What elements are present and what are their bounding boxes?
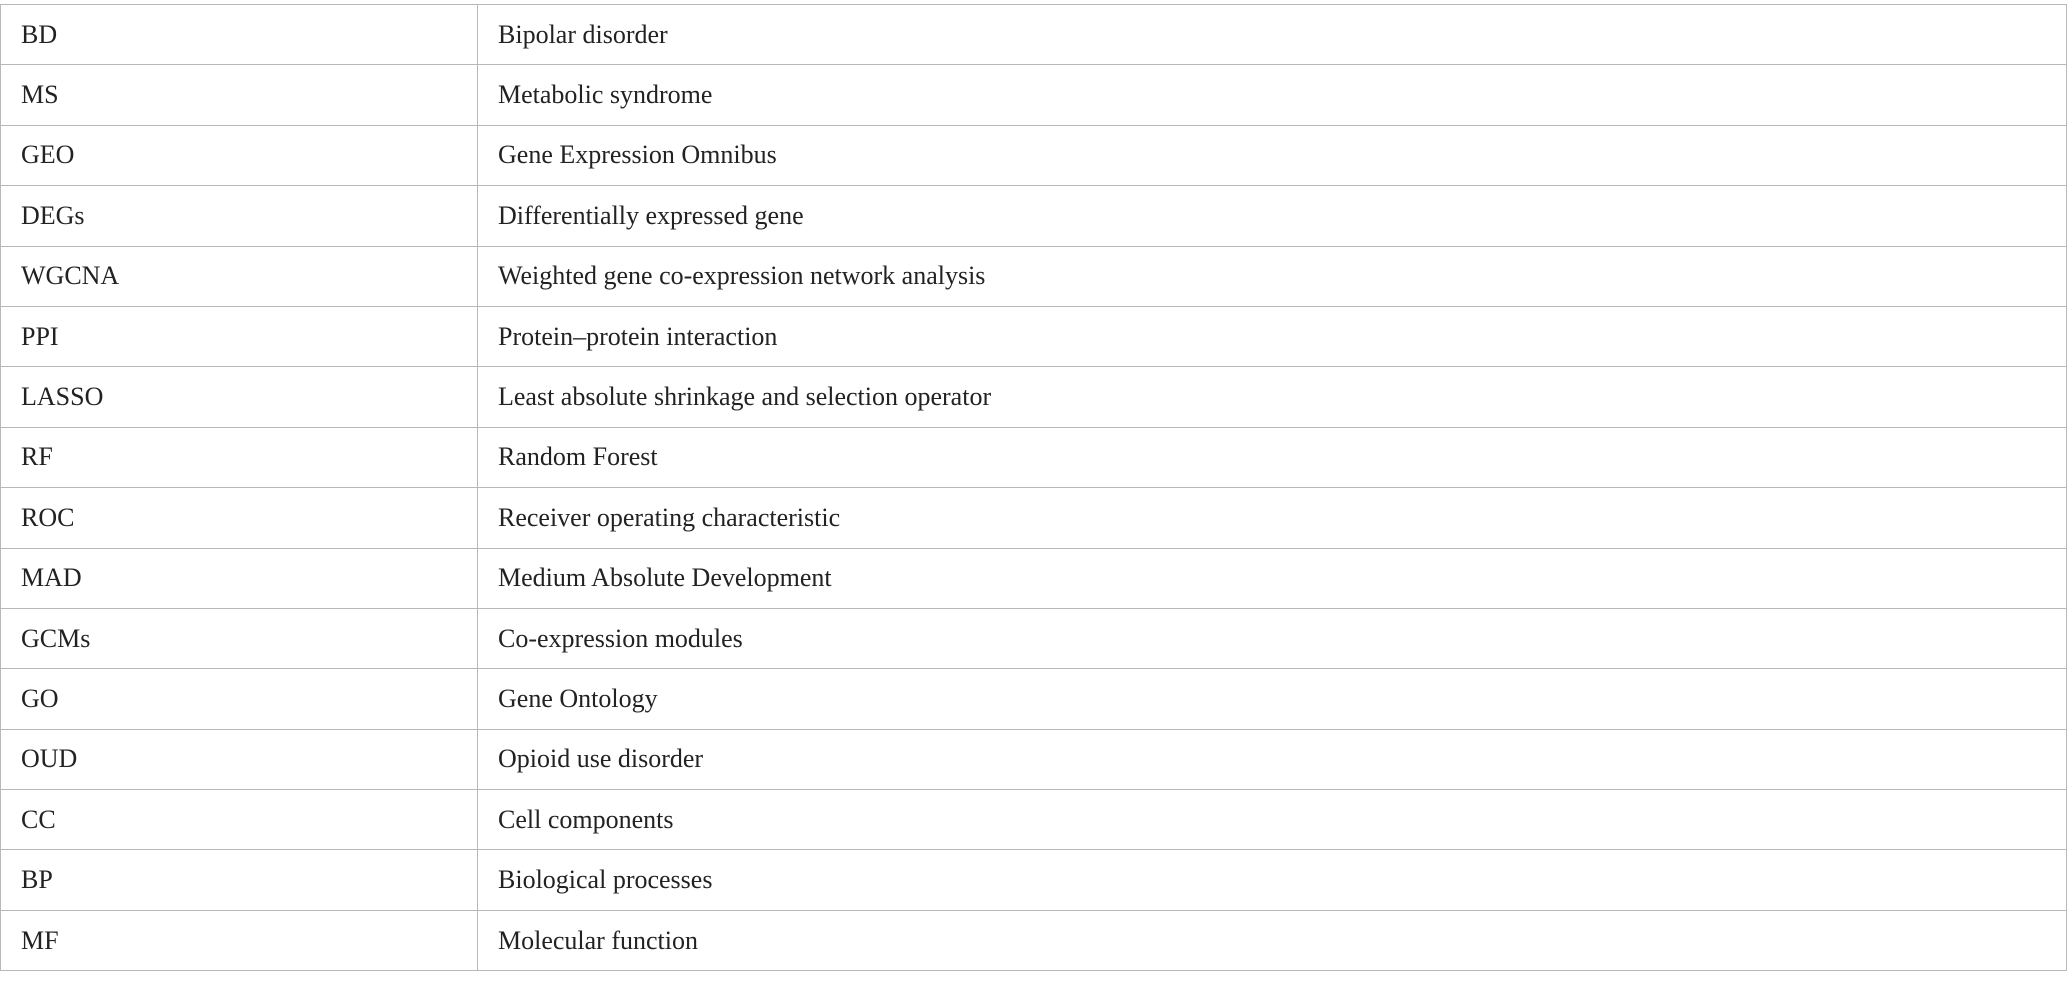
table-row	[1, 850, 2067, 910]
table-row	[1, 608, 2067, 668]
definition-cell: Gene Expression Omnibus	[478, 125, 2067, 185]
table-row	[1, 186, 2067, 246]
definition-cell: Metabolic syndrome	[478, 65, 2067, 125]
abbreviation-cell: ROC	[1, 488, 478, 548]
definition-cell: Receiver operating characteristic	[478, 488, 2067, 548]
abbreviation-cell: WGCNA	[1, 246, 478, 306]
definition-cell: Least absolute shrinkage and selection operator	[478, 367, 2067, 427]
definition-cell: Bipolar disorder	[478, 5, 2067, 65]
table-row	[1, 548, 2067, 608]
definition-cell: Medium Absolute Development	[478, 548, 2067, 608]
table-row	[1, 729, 2067, 789]
definition-cell: Protein–protein interaction	[478, 306, 2067, 366]
abbreviation-cell: LASSO	[1, 367, 478, 427]
abbreviation-cell: MS	[1, 65, 478, 125]
definition-cell: Weighted gene co-expression network analysis	[478, 246, 2067, 306]
abbreviation-cell: GCMs	[1, 608, 478, 668]
abbreviation-cell: MAD	[1, 548, 478, 608]
abbreviation-cell: DEGs	[1, 186, 478, 246]
abbreviation-cell: BD	[1, 5, 478, 65]
definition-cell: Cell components	[478, 790, 2067, 850]
definition-cell: Biological processes	[478, 850, 2067, 910]
abbreviation-cell: GO	[1, 669, 478, 729]
table-row	[1, 65, 2067, 125]
abbreviation-cell: PPI	[1, 306, 478, 366]
table-row	[1, 427, 2067, 487]
abbreviation-cell: GEO	[1, 125, 478, 185]
table-row	[1, 246, 2067, 306]
definition-cell: Molecular function	[478, 910, 2067, 970]
abbreviation-cell: BP	[1, 850, 478, 910]
definition-cell: Gene Ontology	[478, 669, 2067, 729]
definition-cell: Differentially expressed gene	[478, 186, 2067, 246]
table-row	[1, 5, 2067, 65]
definition-cell: Opioid use disorder	[478, 729, 2067, 789]
abbreviation-cell: RF	[1, 427, 478, 487]
abbreviation-cell: CC	[1, 790, 478, 850]
table-row	[1, 669, 2067, 729]
table-row	[1, 125, 2067, 185]
table-row	[1, 367, 2067, 427]
definition-cell: Random Forest	[478, 427, 2067, 487]
abbreviation-cell: OUD	[1, 729, 478, 789]
table-row	[1, 910, 2067, 970]
abbreviations-table	[0, 4, 2067, 971]
table-row	[1, 488, 2067, 548]
table-row	[1, 306, 2067, 366]
table-row	[1, 790, 2067, 850]
definition-cell: Co-expression modules	[478, 608, 2067, 668]
abbreviation-cell: MF	[1, 910, 478, 970]
